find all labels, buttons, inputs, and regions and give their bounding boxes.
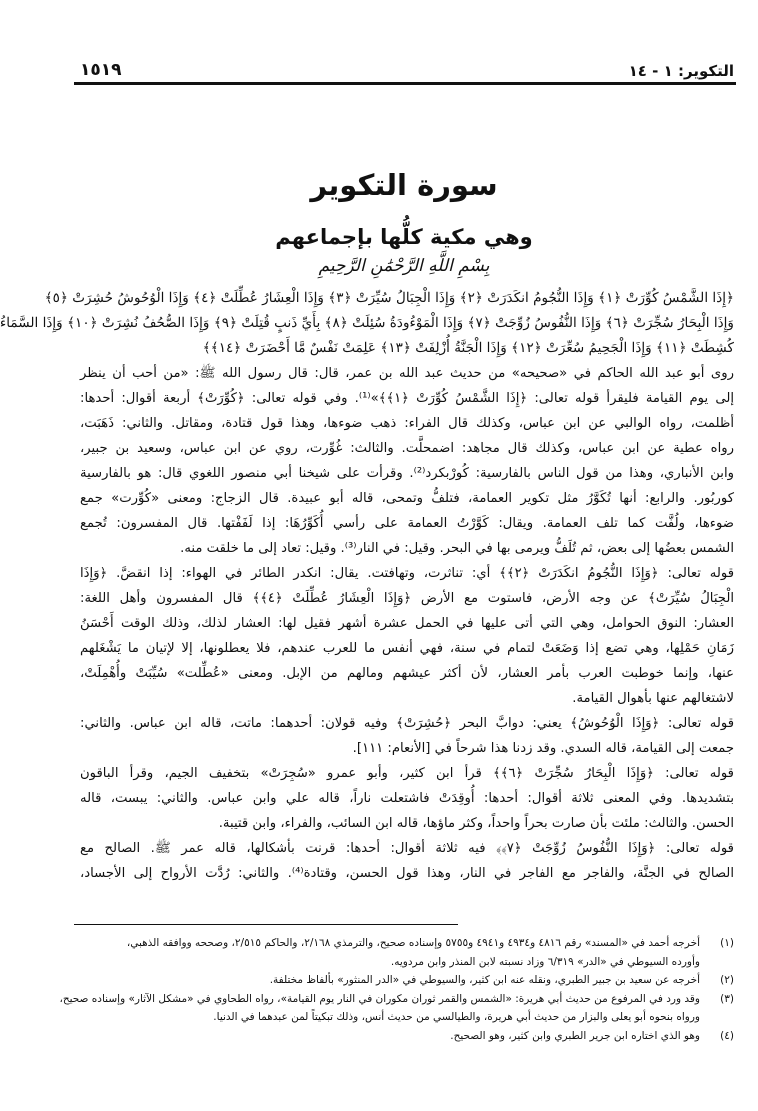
- footnote: [59, 990, 734, 1009]
- text-line: قوله تعالى: ﴿وَإِذَا النُّفُوسُ زُوِّجَتْ ﴿٧﴾﴾ فيه ثلاثة أقوال: أحدها: قرنت بأشكالها، قاله عمر ﷺ. الصالح مع: [80, 841, 734, 856]
- basmala: بِسْمِ اللَّهِ الرَّحْمَٰنِ الرَّحِيمِ: [318, 256, 490, 276]
- page-number: ١٥١٩: [80, 60, 122, 80]
- verse-line: ﴿إِذَا الشَّمْسُ كُوِّرَتْ ﴿١﴾ وَإِذَا النُّجُومُ انكَدَرَتْ ﴿٢﴾ وَإِذَا الْجِبَالُ سُيِّرَتْ ﴿٣﴾ وَإِذَا الْعِشَارُ عُطِّلَتْ ﴿٤﴾ وَإِذَا الْوُحُوشُ حُشِرَتْ ﴿٥﴾: [44, 290, 734, 306]
- text-line: لاشتغالهم عنها بأهوال القيامة.: [572, 691, 734, 706]
- text-line: الصالح في الجنَّة، والفاجر مع الفاجر في النار، وهذا قول الحسن، وقتادة⁽⁴⁾. والثاني: رُدَّت الأرواح إلى الأجساد،: [80, 866, 734, 881]
- text-line: قوله تعالى: ﴿وَإِذَا الْوُحُوشُ﴾ يعني: دوابَّ البحر ﴿حُشِرَتْ﴾ وفيه قولان: أحدهما: ماتت، قاله ابن عباس. والثاني:: [80, 716, 734, 731]
- text-line: كوربُور. والرابع: أنها تُكَوَّرُ مثل تكوير العمامة، فتلفُّ وتمحى، قاله أبو عبيدة. قال الزجاج: ومعنى «كُوِّرت» جمع: [80, 491, 734, 506]
- text-line: عنها، وإنما خوطبت العرب بأمر العشار، لأن أكثر عيشهم ومالهم من الإبل. ومعنى «عُطِّلت» سُيِّبَتْ وأُهْمِلَتْ،: [80, 666, 734, 681]
- footnote-text: وأورده السيوطي في «الدر» ٦/٣١٩ وزاد نسبته لابن المنذر وابن مردويه.: [390, 955, 700, 968]
- footnote-number: (٢): [720, 974, 734, 987]
- text-line: الشمس بعضُها إلى بعض، ثم تُلَفُّ ويرمى بها في البحر. وقيل: في النار⁽³⁾. وقيل: تعاد إلى ما خلقت منه.: [180, 541, 734, 556]
- footnote-text: أخرجه عن سعيد بن جبير الطبري، ونقله عنه ابن كثير، والسيوطي في «الدر المنثور» بألفاظ مختلفة.: [269, 974, 700, 987]
- text-line: العشار: النوق الحوامل، وهي التي أتى عليها في الحمل عشرة أشهر فقيل لها: العشار لذلك، وذلك الوقت أَحْسَنُ: [80, 616, 734, 631]
- footnote: [80, 971, 734, 990]
- running-header: [80, 52, 734, 80]
- text-line: الْجِبَالُ سُيِّرَتْ﴾ عن وجه الأرض، فاستوت مع الأرض ﴿وَإِذَا الْعِشَارُ عُطِّلَتْ ﴿٤﴾﴾ قال المفسرون وأهل اللغة:: [80, 591, 734, 606]
- footnote-number: (١): [720, 937, 734, 949]
- footnote-text: أخرجه أحمد في «المسند» رقم ٤٨١٦ و٤٩٣٤ و٤٩٤١ و٥٧٥٥ وإسناده صحيح، والترمذي ٢/١٦٨، والحاكم ٢/٥١٥، وصححه ووافقه الذهبي،: [126, 937, 700, 949]
- footnote-number: (٣): [720, 992, 734, 1005]
- text-line: قوله تعالى: ﴿وَإِذَا الْبِحَارُ سُجِّرَتْ ﴿٦﴾﴾ قرأ ابن كثير، وأبو عمرو «سُجِرَتْ» بتخفيف الجيم، وقرأ الباقون: [80, 766, 734, 781]
- verse-line: وَإِذَا الْبِحَارُ سُجِّرَتْ ﴿٦﴾ وَإِذَا النُّفُوسُ زُوِّجَتْ ﴿٧﴾ وَإِذَا الْمَوْءُودَةُ سُئِلَتْ ﴿٨﴾ بِأَيِّ ذَنبٍ قُتِلَتْ ﴿٩﴾ وَإِذَا الصُّحُفُ نُشِرَتْ ﴿١٠﴾ وَإِذَا السَّمَاءُ: [0, 315, 734, 331]
- footnotes: [59, 934, 734, 1046]
- text-line: روى أبو عبد الله الحاكم في «صحيحه» من حديث عبد الله بن عمر، قال: قال رسول الله ﷺ: «من أحب أن ينظر: [80, 366, 734, 381]
- text-line: إلى يوم القيامة فليقرأ قوله تعالى: ﴿إِذَا الشَّمْسُ كُوِّرَتْ ﴿١﴾﴾»⁽¹⁾. وفي قوله تعالى: ﴿كُوِّرَتْ﴾ أربعة أقوال: أحدها:: [80, 391, 735, 406]
- header-rule: [74, 82, 736, 85]
- text-line: ضوءها، ولُفَّت كما تلف العمامة. ويقال: كَوَّرْتُ العمامة على رأسي أُكَوِّرُهَا: إذا لَفَفْتها. قال المفسرون: تُجمع: [80, 516, 734, 531]
- footnote-text: وهو الذي اختاره ابن جرير الطبري وابن كثير، وهو الصحيح.: [450, 1029, 700, 1042]
- footnote-text: وقد ورد في المرفوع من حديث أبي هريرة: «الشمس والقمر ثوران مكوران في النار يوم القيامة»، رواه الطحاوي في «مشكل الآثار» وإسناده صحيح،: [59, 992, 700, 1005]
- text-line: الحسن. والثالث: ملئت بأن صارت بحراً واحداً، وكثر ماؤها، قاله ابن السائب، والفراء، وابن قتيبة.: [218, 816, 734, 831]
- surah-title: سورة التكوير: [310, 168, 498, 202]
- footnote-text: ورواه بنحوه أبو يعلى والبزار من حديث أبي هريرة، والطيالسي من حديث أنس، وذلك تبكيتاً لمن عبدهما في الدنيا.: [213, 1011, 700, 1024]
- text-line: زَمَانِ حَمْلِها، وهي تضع إذا وَضَعَتْ لتمام في سنة، فهي أنفس ما للعرب عندهم، فلا يعطلونها، إلا لإتيان ما يَشْغَلهم: [80, 641, 734, 656]
- text-line: بتشديدها. وفي المعنى ثلاثة أقوال: أحدها: أُوقِدَتْ فاشتعلت ناراً، قاله علي وابن عباس. والثاني: يبست، قاله: [80, 791, 734, 806]
- text-line: جمعت إلى القيامة، قاله السدي. وقد زدنا هذا شرحاً في [الأنعام: ١١١].: [352, 741, 734, 756]
- text-line: رواه عطية عن ابن عباس، وكذلك قال مجاهد: اضمحلَّت. والثالث: غُوِّرت، روي عن ابن عباس، وسعيد بن جبير،: [80, 441, 734, 456]
- footnote: [80, 1027, 734, 1046]
- text-line: وابن الأنباري، وهذا من قول الناس بالفارسية: كُورْبكرد⁽²⁾. وقرأت على شيخنا أبي منصور اللغوي قال: هو بالفارسية: [80, 466, 734, 481]
- running-title: التكوير: ١ - ١٤: [628, 62, 734, 80]
- footnote: [80, 934, 734, 953]
- verse-line: كُشِطَتْ ﴿١١﴾ وَإِذَا الْجَحِيمُ سُعِّرَتْ ﴿١٢﴾ وَإِذَا الْجَنَّةُ أُزْلِفَتْ ﴿١٣﴾ عَلِمَتْ نَفْسٌ مَّا أَحْضَرَتْ ﴿١٤﴾﴾: [202, 340, 734, 356]
- surah-subtitle: وهي مكية كلُّها بإجماعهم: [275, 225, 533, 249]
- footnote-rule: [74, 924, 458, 925]
- footnote-number: (٤): [720, 1029, 734, 1042]
- text-line: أظلمت، رواه الوالبي عن ابن عباس، وكذلك قال الفراء: ذهب ضوءها، وهذا قول قتادة، ومقاتل. والثاني: ذَهَبَت،: [80, 416, 734, 431]
- main-text: [0, 286, 735, 886]
- text-line: قوله تعالى: ﴿وَإِذَا النُّجُومُ انكَدَرَتْ ﴿٢﴾﴾ أي: تناثرت، وتهافتت. يقال: انكدر الطائر في الهواء: إذا انقضَّ. ﴿وَإِذَا: [80, 566, 734, 581]
